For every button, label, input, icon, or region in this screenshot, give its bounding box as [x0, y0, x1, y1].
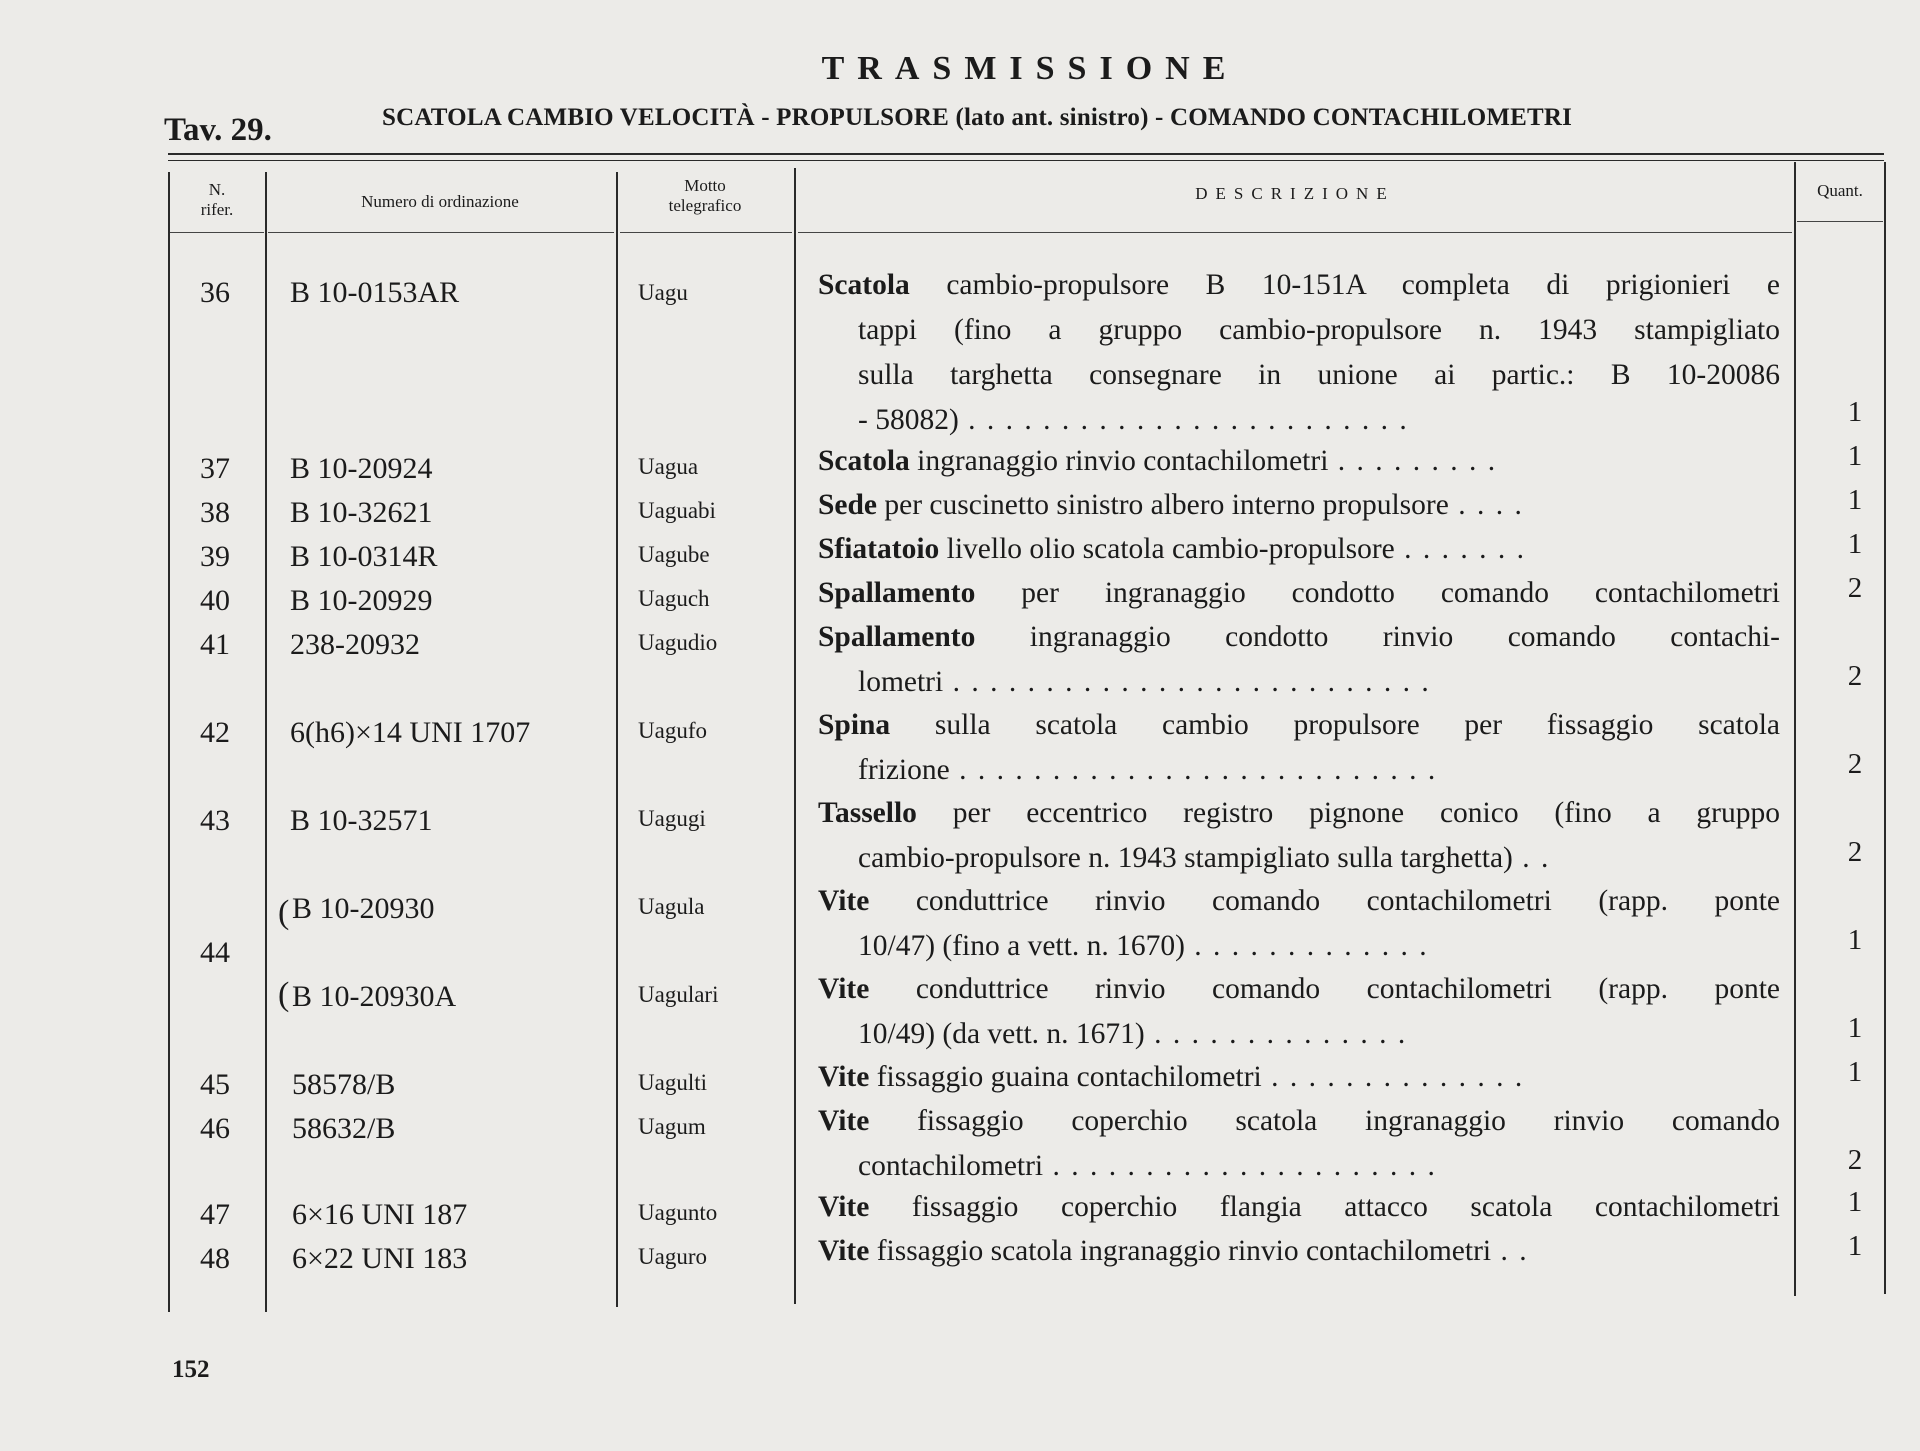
row-quantity: 1 [1847, 484, 1863, 516]
row-desc-text: fissaggio coperchio scatola ingranaggio rinvio comando [869, 1105, 1780, 1137]
row-desc-text: tappi (fino a gruppo cambio-propulsore n. 1943 stampigliato [858, 314, 1780, 346]
header-motto [620, 176, 790, 216]
row-quantity: 2 [1847, 572, 1863, 604]
row-desc-text: fissaggio coperchio flangia attacco scatola contachilometri [869, 1191, 1780, 1223]
header-quantity: Quant. [1817, 181, 1863, 200]
row-desc-keyword: Spallamento [818, 621, 976, 653]
header-ref-line1: N. [208, 180, 226, 199]
row-ref: 39 [200, 540, 230, 573]
row-motto: Uagua [638, 454, 699, 479]
row-description [818, 703, 1780, 793]
row-description [818, 263, 1780, 443]
row-desc-text: cambio-propulsore n. 1943 stampigliato sulla targhetta) [858, 842, 1513, 874]
row-quantity: 1 [1847, 1230, 1863, 1262]
leader-dots: . . [1512, 842, 1551, 874]
row-motto: Uagugi [638, 806, 706, 831]
row-ref: 42 [200, 716, 230, 749]
row-description [818, 1229, 1780, 1274]
row-desc-keyword: Spallamento [818, 577, 976, 609]
leader-dots: . . . . . . . . . . . . . . [1261, 1061, 1525, 1093]
row-description [818, 967, 1780, 1057]
row-order-number: B 10-32621 [290, 496, 433, 529]
row-ref: 37 [200, 452, 230, 485]
row-quantity: 1 [1847, 528, 1863, 560]
row-motto: Uagum [638, 1114, 706, 1139]
leader-dots: . . . . . . . . . [1328, 445, 1498, 477]
row-quantity: 1 [1847, 924, 1863, 956]
row-desc-text: fissaggio scatola ingranaggio rinvio contachilometri [869, 1235, 1492, 1267]
row-motto: Uagunto [638, 1200, 718, 1225]
row-order-number: B 10-0314R [290, 540, 438, 573]
row-desc-keyword: Vite [818, 1191, 870, 1223]
row-order-number: 58578/B [292, 1068, 396, 1101]
row-description [818, 1055, 1780, 1100]
row-ref: 40 [200, 584, 230, 617]
row-desc-text: sulla scatola cambio propulsore per fissaggio scatola [890, 709, 1780, 741]
row-desc-text: 10/49) (da vett. n. 1671) [858, 1018, 1145, 1050]
row-desc-text: sulla targhetta consegnare in unione ai partic.: B 10-20086 [858, 359, 1780, 391]
row-order-number: B 10-20930A [292, 980, 457, 1013]
row-order-number: 6×16 UNI 187 [292, 1198, 468, 1231]
row-ref: 45 [200, 1068, 230, 1101]
col-divider-left [168, 172, 170, 1312]
row-quantity: 2 [1847, 748, 1863, 780]
row-motto: Uagula [638, 894, 705, 919]
row-ref: 44 [200, 936, 230, 969]
col-divider-ref [265, 172, 267, 1312]
row-order-number: B 10-20930 [292, 892, 435, 925]
col-divider-motto [794, 168, 796, 1304]
row-ref: 38 [200, 496, 230, 529]
row-ref: 48 [200, 1242, 230, 1275]
row-motto: Uagube [638, 542, 710, 567]
row-desc-text: conduttrice rinvio comando contachilometri (rapp. ponte [869, 885, 1780, 917]
row-desc-keyword: Spina [818, 709, 891, 741]
row-description [818, 439, 1780, 484]
leader-dots: . . . . . . . . . . . . . [1184, 930, 1429, 962]
row-desc-text: per cuscinetto sinistro albero interno propulsore [877, 489, 1449, 521]
row-order-number: B 10-20929 [290, 584, 433, 617]
row-quantity: 1 [1847, 1186, 1863, 1218]
col-divider-right [1884, 162, 1886, 1294]
row-desc-keyword: Sfiatatoio [818, 533, 940, 565]
row-desc-keyword: Vite [818, 1235, 870, 1267]
row-description [818, 1099, 1780, 1189]
leader-dots: . . . . . . . . . . . . . . . . . . . . . [1043, 1150, 1437, 1182]
section-title: TRASMISSIONE [821, 50, 1239, 87]
table-number: Tav. 29. [164, 112, 272, 148]
leader-dots: . . . . . . . . . . . . . . . . . . . . . . . . . . [949, 754, 1438, 786]
row-description [818, 615, 1780, 705]
row-desc-keyword: Tassello [818, 797, 917, 829]
row-ref: 36 [200, 276, 230, 309]
row-motto: Uagulari [638, 982, 719, 1007]
row-motto: Uaguabi [638, 498, 716, 523]
row-desc-text: contachilometri [858, 1150, 1044, 1182]
header-description: DESCRIZIONE [1195, 184, 1395, 203]
leader-dots: . . . . . . . . . . . . . . . . . . . . . . . . [958, 404, 1409, 436]
row-description [818, 879, 1780, 969]
header-underline-qty [1797, 221, 1883, 222]
header-order: Numero di ordinazione [361, 192, 519, 211]
header-ref [172, 180, 262, 220]
row-desc-text: - 58082) [858, 404, 959, 436]
row-desc-keyword: Sede [818, 489, 877, 521]
page-subtitle: SCATOLA CAMBIO VELOCITÀ - PROPULSORE (lato ant. sinistro) - COMANDO CONTACHILOMETRI [382, 104, 1573, 131]
page-number: 152 [172, 1356, 210, 1383]
row-description [818, 1185, 1780, 1230]
row-order-number: 6×22 UNI 183 [292, 1242, 468, 1275]
row-desc-text: conduttrice rinvio comando contachilometri (rapp. ponte [869, 973, 1780, 1005]
bracket-left: ( [278, 894, 290, 931]
header-underline-desc [798, 232, 1792, 233]
row-ref: 41 [200, 628, 230, 661]
row-desc-keyword: Scatola [818, 269, 910, 301]
row-motto: Uaguro [638, 1244, 707, 1269]
leader-dots: . . . . . . . . . . . . . . . . . . . . . . . . . . [943, 666, 1431, 698]
row-quantity: 1 [1847, 396, 1863, 428]
row-ref: 46 [200, 1112, 230, 1145]
row-motto: Uagufo [638, 718, 707, 743]
row-order-number: 238-20932 [290, 628, 420, 661]
row-desc-keyword: Vite [818, 885, 870, 917]
row-order-number: B 10-20924 [290, 452, 433, 485]
row-desc-text: cambio-propulsore B 10-151A completa di prigionieri e [909, 269, 1780, 301]
row-desc-keyword: Scatola [818, 445, 910, 477]
col-divider-order [616, 172, 618, 1307]
header-underline-ref [170, 232, 264, 233]
row-desc-text: 10/47) (fino a vett. n. 1670) [858, 930, 1185, 962]
row-desc-text: per ingranaggio condotto comando contachilometri [975, 577, 1780, 609]
row-desc-text: fissaggio guaina contachilometri [869, 1061, 1262, 1093]
row-quantity: 2 [1847, 660, 1863, 692]
row-desc-text: ingranaggio rinvio contachilometri [909, 445, 1329, 477]
row-motto: Uagu [638, 280, 688, 305]
row-desc-keyword: Vite [818, 1061, 870, 1093]
row-desc-text: per eccentrico registro pignone conico (fino a gruppo [916, 797, 1780, 829]
col-divider-desc [1794, 162, 1796, 1296]
row-ref: 43 [200, 804, 230, 837]
bracket-left: ( [278, 976, 290, 1013]
row-motto: Uagudio [638, 630, 718, 655]
row-ref: 47 [200, 1198, 230, 1231]
row-quantity: 1 [1847, 1012, 1863, 1044]
row-order-number: 6(h6)×14 UNI 1707 [290, 716, 531, 749]
row-quantity: 2 [1847, 1144, 1863, 1176]
row-desc-text: frizione [858, 754, 950, 786]
row-order-number: B 10-32571 [290, 804, 433, 837]
row-quantity: 2 [1847, 836, 1863, 868]
row-description [818, 483, 1780, 528]
header-underline-motto [620, 232, 792, 233]
row-order-number: B 10-0153AR [290, 276, 460, 309]
row-desc-text: lometri [858, 666, 944, 698]
row-desc-text: ingranaggio condotto rinvio comando contachi- [975, 621, 1780, 653]
leader-dots: . . . . [1448, 489, 1524, 521]
row-description [818, 527, 1780, 572]
top-rule-thin [168, 160, 1884, 161]
row-desc-text: livello olio scatola cambio-propulsore [939, 533, 1395, 565]
header-motto-line2: telegrafico [668, 196, 742, 215]
row-quantity: 1 [1847, 1056, 1863, 1088]
header-motto-line1: Motto [684, 176, 726, 195]
row-order-number: 58632/B [292, 1112, 396, 1145]
row-motto: Uagulti [638, 1070, 707, 1095]
leader-dots: . . . . . . . [1394, 533, 1527, 565]
row-description [818, 791, 1780, 881]
row-desc-keyword: Vite [818, 973, 870, 1005]
header-ref-line2: rifer. [200, 200, 234, 219]
row-quantity: 1 [1847, 440, 1863, 472]
leader-dots: . . [1491, 1235, 1529, 1267]
row-description [818, 571, 1780, 616]
row-motto: Uaguch [638, 586, 710, 611]
leader-dots: . . . . . . . . . . . . . . [1144, 1018, 1408, 1050]
header-underline-order [268, 232, 614, 233]
row-desc-keyword: Vite [818, 1105, 870, 1137]
top-rule [168, 153, 1884, 155]
